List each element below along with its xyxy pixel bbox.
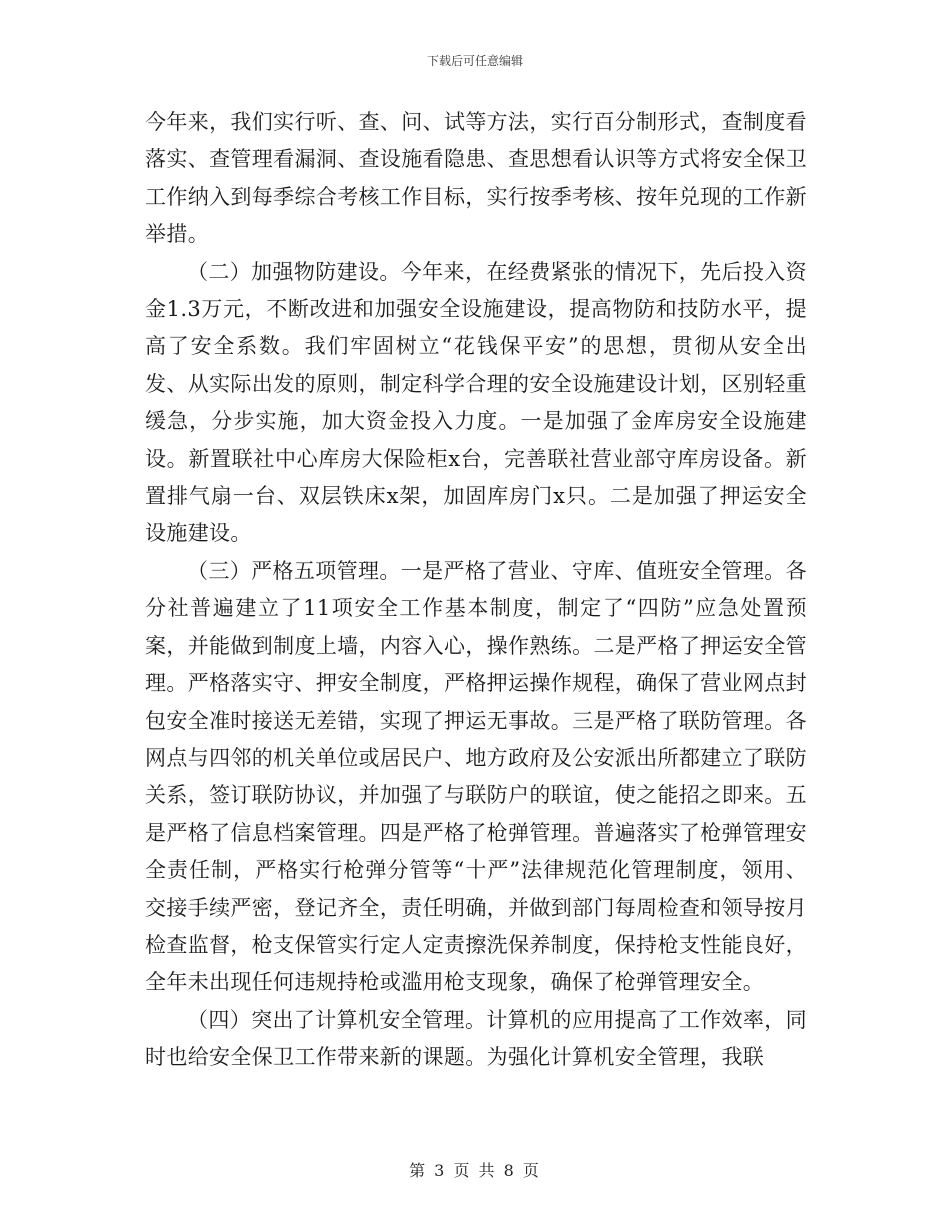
paragraph-continuation: 今年来，我们实行听、查、问、试等方法，实行百分制形式，查制度看落实、查管理看漏洞、查设施看隐患、查思想看认识等方式将安全保卫工作纳入到每季综合考核工作目标，实行按季考核、按年兑现的工作新举措。 bbox=[145, 110, 807, 247]
paragraph-section-2: （二）加强物防建设。今年来，在经费紧张的情况下，先后投入资金1.3万元，不断改进和加强安全设施建设，提高物防和技防水平，提高了安全系数。我们牢固树立“花钱保平安”的思想，贯彻从安全出发、从实际出发的原则，制定科学合理的安全设施建设计划，区别轻重缓急，分步实施，加大资金投入力度。一是加强了金库房安全设施建设。新置联社中心库房大保险柜x台，完善联社营业部守库房设备。新置排气扇一台、双层铁床x架，加固库房门x只。二是加强了押运安全设施建设。 bbox=[145, 259, 807, 546]
page-header-note: 下载后可任意编辑 bbox=[426, 54, 523, 68]
paragraph-section-4: （四）突出了计算机安全管理。计算机的应用提高了工作效率，同时也给安全保卫工作带来新的课题。为强化计算机安全管理，我联 bbox=[145, 1007, 807, 1070]
paragraph-section-3: （三）严格五项管理。一是严格了营业、守库、值班安全管理。各分社普遍建立了11项安全工作基本制度，制定了“四防”应急处置预案，并能做到制度上墙，内容入心，操作熟练。二是严格了押运安全管理。严格落实守、押安全制度，严格押运操作规程，确保了营业网点封包安全准时接送无差错，实现了押运无事故。三是严格了联防管理。各网点与四邻的机关单位或居民户、地方政府及公安派出所都建立了联防关系，签订联防协议，并加强了与联防户的联谊，使之能招之即来。五是严格了信息档案管理。四是严格了枪弹管理。普遍落实了枪弹管理安全责任制，严格实行枪弹分管等“十严”法律规范化管理制度，领用、交接手续严密，登记齐全，责任明确，并做到部门每周检查和领导按月检查监督，枪支保管实行定人定责擦洗保养制度，保持枪支性能良好，全年未出现任何违规持枪或滥用枪支现象，确保了枪弹管理安全。 bbox=[145, 558, 807, 995]
page-number-footer: 第 3 页 共 8 页 bbox=[409, 1161, 541, 1180]
document-body bbox=[145, 104, 807, 1077]
